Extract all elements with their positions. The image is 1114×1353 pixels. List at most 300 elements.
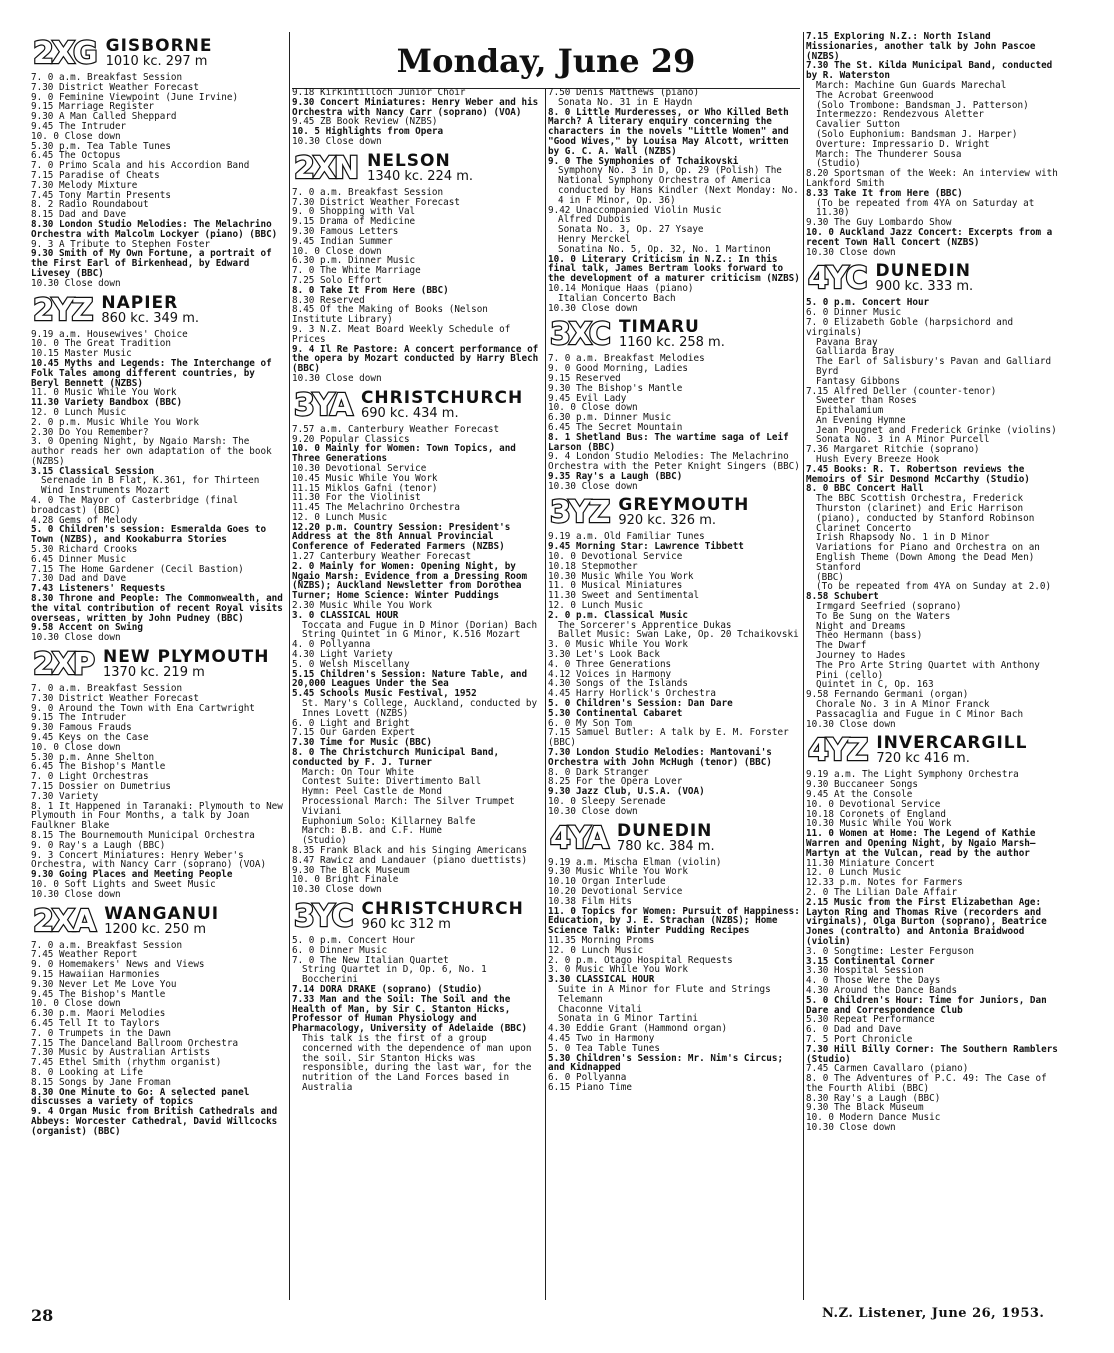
listing-entry: 7. 0 The New Italian Quartet [292, 954, 449, 966]
listing-entry: 4. 0 Three Generations [548, 658, 672, 670]
listing-entry: 10.30 Close down [806, 246, 896, 258]
listing-detail: The Dwarf [816, 640, 867, 652]
listing-entry: 7. 0 Elizabeth Goble (harpsichord and virginals) [806, 316, 1014, 338]
listing-entry: 4.30 Light Variety [292, 649, 393, 661]
listing-entry: 9. 4 Il Re Pastore: A concert performance of the opera by Mozart conducted by Harry Blech (BBC) [292, 343, 539, 375]
listing-detail: To Be Sung on the Waters [816, 610, 951, 622]
listing-entry: 9.30 Concert Miniatures: Henry Weber and his Orchestra with Nancy Carr (soprano) (VOA) [292, 96, 539, 118]
listing-entry: 8.58 Schubert [806, 591, 879, 603]
station-frequency: 720 kc 416 m. [876, 751, 970, 767]
listing-entry: 10.10 Organ Interlude [548, 876, 666, 888]
listing-entry: 7.45 Tony Martin Presents [31, 189, 171, 201]
listing-detail: St. Mary's College, Auckland, conducted by Innes Lovett (NZBS) [302, 698, 538, 719]
listing-detail: Quintet in C, Op. 163 [816, 679, 934, 691]
station-call-sign: 2YZ [33, 292, 92, 328]
listing-detail: Euphonium Solo: Killarney Balfe [302, 815, 476, 827]
column-3 [548, 88, 800, 1353]
listing-entry: 8. 0 BBC Concert Hall [806, 483, 924, 495]
listing-entry: 10. 0 Bright Finale [292, 874, 399, 886]
listing-detail: The BBC Scottish Orchestra, Frederick Thurston (clarinet) and Eric Harrison (piano), conducted by Stanford Robinson [816, 493, 1035, 524]
listing-detail: Irmgard Seefried (soprano) [816, 601, 962, 613]
station-header [292, 150, 542, 186]
listing-entry: 9.15 Drama of Medicine [292, 216, 416, 228]
station-name: TIMARU [618, 317, 700, 338]
listing-entry: 5. 0 Tea Table Tunes [548, 1042, 660, 1054]
listing-detail: Fantasy Gibbons [816, 375, 900, 387]
listing-entry: 8.45 Of the Making of Books (Nelson Institute Library) [292, 304, 488, 326]
listing-entry: 7.45 Carmen Cavallaro (piano) [806, 1063, 969, 1075]
listing-entry: 9.15 The Intruder [31, 712, 127, 724]
station-name: WANGANUI [104, 903, 220, 924]
listing-entry: 8. 0 Looking at Life [31, 1066, 143, 1078]
listing-entry: 3.30 Let's Look Back [548, 649, 660, 661]
listing-entry: 10.30 Close down [548, 302, 638, 314]
listing-entry: 9.30 Going Places and Meeting People [31, 869, 233, 881]
listing-detail: The Earl of Salisbury's Pavan and Galliard Byrd [816, 356, 1052, 377]
listing-detail: March: B.B. and C.F. Hume [302, 825, 442, 837]
listing-entry: 3. 0 CLASSICAL HOUR [292, 609, 399, 621]
listing-entry: 10.30 Close down [31, 277, 121, 289]
listing-entry: 6.30 p.m. Maori Melodies [31, 1008, 166, 1020]
station-header [31, 903, 286, 939]
listing-entry: 7.30 District Weather Forecast [31, 692, 199, 704]
listing-entry: 12. 0 Lunch Music [292, 511, 388, 523]
listing-entry: 8.33 Take It from Here (BBC) [806, 187, 963, 199]
listing-entry: 10. 0 Soft Lights and Sweet Music [31, 878, 216, 890]
listing-entry: 9.19 a.m. Mischa Elman (violin) [548, 856, 722, 868]
listing-entry: 5.30 Children's Session: Mr. Nim's Circus; and Kidnapped [548, 1052, 784, 1074]
listing-entry: 6.30 p.m. Dinner Music [292, 255, 416, 267]
listing-entry: 11.15 Miklos Gafni (tenor) [292, 482, 438, 494]
listing-entry: 4.45 Harry Horlick's Orchestra [548, 688, 716, 700]
station-frequency: 1160 kc. 258 m. [618, 335, 725, 351]
listing-entry: 4. 0 The Mayor of Casterbridge (final broadcast) (BBC) [31, 495, 239, 516]
listing-entry: 8. 0 Little Murderesses, or Who Killed Beth March? A literary enquiry concerning the characters in the novels "Little Women" and "Good Wives," by Louisa May Alcott, written by G. C. A. Wall (NZBS) [548, 106, 789, 157]
listing-entry: 5. 0 Children's Hour: Time for Juniors, Dan Dare and Correspondence Club [806, 994, 1047, 1016]
listing-entry: 6. 0 Dinner Music [806, 307, 902, 319]
listing-entry: 12. 0 Lunch Music [31, 406, 127, 418]
column-rule [803, 32, 804, 1300]
listing-entry: 10. 0 Devotional Service [548, 551, 683, 563]
listing-entry: 7. 0 a.m. Breakfast Session [31, 72, 183, 83]
listing-entry: 11.30 Sweet and Sentimental [548, 590, 700, 602]
listing-entry: 12. 0 Lunch Music [806, 867, 902, 879]
listing-entry: 11. 0 Musical Miniatures [548, 580, 683, 592]
station-header [292, 387, 542, 423]
station-name: NEW PLYMOUTH [103, 647, 270, 668]
listing-entry: 7.30 Melody Mixture [31, 179, 138, 191]
station-header [548, 495, 800, 531]
station-call-sign: 2XP [33, 647, 93, 683]
listing-entry: 7.15 Dossier on Dumetrius [31, 781, 171, 792]
listing-entry: 9. 0 Homemakers' News and Views [31, 959, 205, 971]
listing-entry: 10.20 Devotional Service [548, 885, 683, 897]
listing-entry: 7. 0 The White Marriage [292, 265, 421, 277]
listing-entry: 10.30 Close down [806, 1122, 896, 1134]
listing-entry: 12. 0 Lunch Music [548, 600, 644, 612]
listing-entry: 10. 0 The Great Tradition [31, 338, 171, 350]
listing-entry: 3.15 Continental Corner [806, 955, 935, 967]
listing-entry: 7. 5 Port Chronicle [806, 1033, 913, 1045]
listing-entry: 9. 4 London Studio Melodies: The Melachrino Orchestra with the Peter Knight Singers (BBC) [548, 451, 800, 473]
listing-entry: 9.30 The Black Museum [806, 1102, 924, 1114]
station-frequency: 780 kc. 384 m. [616, 838, 715, 854]
listing-entry: 9.19 a.m. The Light Symphony Orchestra [806, 769, 1019, 781]
listing-entry: 3.30 Hospital Session [806, 965, 924, 977]
listing-entry: 10.30 Close down [31, 632, 121, 644]
listing-detail: Chaconne Vitali [558, 1003, 642, 1015]
listing-entry: 7. 0 a.m. Breakfast Melodies [548, 353, 705, 365]
listing-entry: 2.30 Music While You Work [292, 600, 432, 612]
listing-entry: 11.45 The Melachrino Orchestra [292, 502, 460, 514]
listing-entry: 9.18 Kirkintilloch Junior Choir [292, 88, 466, 98]
station-header [292, 898, 542, 934]
listing-entry: 5.30 Repeat Performance [806, 1014, 935, 1026]
station-call-sign: 3YA [294, 387, 351, 423]
listing-entry: 9.45 The Intruder [31, 120, 127, 132]
listing-entry: 9. 3 A Tribute to Stephen Foster [31, 238, 211, 250]
listing-detail: Henry Merckel [558, 233, 631, 245]
listing-entry: 10.18 Stepmother [548, 560, 638, 572]
listing-entry: 7.43 Listeners' Requests [31, 583, 166, 595]
listing-entry: 7.33 Man and the Soil: The Soil and the Health of Man, by Sir C. Stanton Hicks, Professor of Human Physiology and Pharmacology, University of Adelaide (BBC) [292, 993, 528, 1035]
listing-entry: 6.45 The Secret Mountain [548, 421, 683, 433]
listing-entry: 8.25 For the Opera Lover [548, 776, 683, 788]
listing-detail: Suite in A Minor for Flute and Strings Telemann [558, 983, 771, 1005]
listing-entry: 5. 0 p.m. Concert Hour [292, 934, 416, 946]
listing-detail: (Studio) [302, 835, 347, 847]
station-call-sign: 4YA [550, 820, 607, 856]
listing-entry: 9. 0 Around the Town with Ena Cartwright [31, 702, 255, 714]
listing-entry: 9.45 Keys on the Case [31, 732, 149, 744]
listing-entry: 8. 1 Shetland Bus: The wartime saga of Leif Larson (BBC) [548, 431, 789, 453]
listing-entry: 5. 0 Children's session: Esmeralda Goes to Town (NZBS), and Kookaburra Stories [31, 524, 267, 546]
listing-detail: Symphony No. 3 in D, Op. 29 (Polish) The National Symphony Orchestra of America conducted by Hans Kindler (Next Monday: No. 4 in F Minor, Op. 36) [558, 165, 799, 206]
listing-detail: Overture: Impressario D. Wright [816, 138, 990, 150]
listing-entry: 4.45 Two in Harmony [548, 1032, 655, 1044]
listing-detail: March: Machine Gun Guards Marechal [816, 79, 1007, 91]
listing-entry: 8.30 Throne and People: The Commonwealth, and the vital contribution of recent Royal visits overseas, written by John Pudney (BBC) [31, 593, 283, 624]
listing-detail: Theo Hermann (bass) [816, 630, 923, 642]
listing-entry: 5.30 Richard Crooks [31, 544, 138, 556]
listing-entry: 11.30 Variety Bandbox (BBC) [31, 397, 183, 409]
station-frequency: 860 kc. 349 m. [101, 310, 199, 326]
listing-entry: 3.15 Classical Session [31, 465, 155, 477]
listing-entry: 6.45 Dinner Music [31, 553, 127, 565]
listing-entry: 8.30 Ray's a Laugh (BBC) [806, 1092, 941, 1104]
listing-entry: 9. 0 Good Morning, Ladies [548, 363, 688, 375]
listing-entry: 9.30 Buccaneer Songs [806, 779, 918, 791]
listing-entry: 6.30 p.m. Dinner Music [548, 412, 672, 424]
listing-detail: String Quintet in G Minor, K.516 Mozart [302, 629, 521, 641]
station-call-sign: 4YC [808, 261, 866, 297]
listing-entry: 11.35 Morning Proms [548, 934, 655, 946]
listing-entry: 4.30 Songs of the Islands [548, 678, 688, 690]
listing-entry: 10. 0 Devotional Service [806, 798, 941, 810]
station-frequency: 1200 kc. 250 m [104, 921, 206, 937]
listing-entry: 7.30 Time for Music (BBC) [292, 737, 432, 749]
listing-entry: 8. 2 Radio Roundabout [31, 199, 149, 211]
station-name: NAPIER [101, 292, 179, 313]
listing-entry: 7.50 Denis Matthews (piano) [548, 88, 700, 98]
listing-entry: 10. 0 Close down [31, 998, 121, 1010]
listing-entry: 7. 0 Trumpets in the Dawn [31, 1027, 171, 1039]
listing-entry: 9.15 Reserved [548, 372, 621, 384]
listing-entry: 2. 0 p.m. Classical Music [548, 609, 688, 621]
column-2 [292, 88, 542, 1353]
station-header [31, 647, 286, 683]
listing-entry: 7.57 a.m. Canterbury Weather Forecast [292, 423, 500, 435]
listing-entry: 2. 0 p.m. Otago Hospital Requests [548, 954, 733, 966]
station-frequency: 960 kc 312 m [361, 916, 451, 932]
listing-entry: 4. 0 Pollyanna [292, 639, 371, 651]
listing-entry: 10.45 Music While You Work [292, 472, 438, 484]
listing-entry: 4.12 Voices in Harmony [548, 668, 672, 680]
page-number: 28 [31, 1306, 54, 1325]
station-frequency: 690 kc. 434 m. [360, 405, 459, 421]
listing-entry: 5.15 Children's Session: Nature Table, and 20,000 Leagues Under the Sea [292, 668, 528, 690]
listing-entry: 4.30 Eddie Grant (Hammond organ) [548, 1023, 728, 1035]
listing-entry: 9. 0 The Symphonies of Tchaikovski [548, 155, 739, 167]
listing-entry: 9.45 At the Console [806, 788, 913, 800]
listing-entry: 8. 0 Take It From Here (BBC) [292, 284, 449, 296]
listing-entry: 2.15 Music from the First Elizabethan Age: Layton Ring and Thomas Rive (recorders and virginals), Olga Burton (soprano), Beatrice Jones (contralto) and Antonia Braidwood (violin) [806, 896, 1047, 947]
listing-entry: 9. 0 Shopping with Val [292, 206, 416, 218]
listing-entry: 7.30 Variety [31, 790, 99, 802]
listing-entry: 7.30 District Weather Forecast [31, 81, 199, 93]
station-header [31, 38, 286, 69]
listing-detail: Sonatina No. 5, Op. 32, No. 1 Martinon [558, 243, 771, 255]
listing-entry: 9.15 Marriage Register [31, 101, 155, 113]
listing-entry: 9.45 Evil Lady [548, 392, 627, 404]
listing-detail: Contest Suite: Divertimento Ball [302, 776, 482, 788]
listing-detail: Intermezzo: Rendezvous Aletter [816, 109, 984, 121]
listing-detail: Hush Every Breeze Hook [816, 454, 940, 466]
listing-entry: 1.27 Canterbury Weather Forecast [292, 551, 472, 563]
listing-entry: 11.30 Miniature Concert [806, 857, 935, 869]
listing-entry: 7. 0 a.m. Breakfast Session [292, 186, 444, 198]
listing-entry: 9.45 The Bishop's Mantle [31, 988, 166, 1000]
listing-entry: 7.30 The St. Kilda Municipal Band, conducted by R. Waterston [806, 60, 1053, 82]
listing-entry: 10.45 Myths and Legends: The Interchange of Folk Tales among different countries, by Beryl Bennett (NZBS) [31, 357, 272, 389]
listing-entry: 10.15 Master Music [31, 348, 132, 360]
listing-entry: 10.30 Close down [292, 135, 382, 147]
listing-detail: The Pro Arte String Quartet with Anthony Pini (cello) [816, 659, 1040, 681]
listing-entry: 10.30 Close down [292, 884, 382, 896]
listing-entry: 12.20 p.m. Country Session: President's Address at the 8th Annual Provincial Conference of Federated Farmers (NZBS) [292, 521, 511, 553]
listing-detail: March: The Thunderer Sousa [816, 148, 962, 160]
listing-entry: 9.30 The Guy Lombardo Show [806, 217, 952, 229]
listing-entry: 9.30 The Bishop's Mantle [548, 382, 683, 394]
listing-entry: 2. 0 p.m. Music While You Work [31, 416, 199, 428]
listing-detail: The Sorcerer's Apprentice Dukas [558, 619, 732, 631]
station-header [806, 261, 1060, 297]
listing-detail: Galliarda Bray [816, 346, 895, 358]
listing-entry: 9.30 Famous Letters [292, 225, 399, 237]
listing-entry: 12.33 p.m. Notes for Farmers [806, 877, 963, 889]
listing-detail: Clarinet Concerto [816, 522, 912, 534]
listing-entry: 11.30 For the Violinist [292, 492, 421, 504]
listing-entry: 9. 0 Feminine Viewpoint (June Irvine) [31, 91, 239, 103]
listing-detail: Variations for Piano and Orchestra on an English Theme (Down Among the Dead Men) Stanford [816, 542, 1040, 573]
page-date-heading: Monday, June 29 [396, 42, 696, 80]
listing-entry: 6.45 Tell It to Taylors [31, 1017, 160, 1029]
listing-detail: The Acrobat Greenwood [816, 89, 934, 101]
listing-entry: 10. 0 Sleepy Serenade [548, 796, 666, 807]
listing-entry: 10.30 Close down [806, 718, 896, 730]
listing-detail: Night and Dreams [816, 620, 906, 632]
listing-entry: 8.20 Sportsman of the Week: An interview with Lankford Smith [806, 168, 1058, 189]
listing-entry: 5. 0 Welsh Miscellany [292, 658, 410, 670]
listing-detail: Sonata No. 3 in A Minor Purcell [816, 434, 990, 446]
listing-entry: 4. 0 Those Were the Days [806, 975, 941, 987]
listing-entry: 7.15 The Danceland Ballroom Orchestra [31, 1037, 239, 1049]
listing-detail: String Quartet in D, Op. 6, No. 1 Boccherini [302, 964, 487, 986]
listing-entry: 9.30 A Man Called Sheppard [31, 111, 177, 123]
column-rule [545, 88, 546, 1300]
listing-entry: 9.30 Never Let Me Love You [31, 978, 177, 990]
column-4 [806, 32, 1060, 1297]
listing-entry: 7.30 Music by Australian Artists [31, 1047, 211, 1059]
listing-entry: 10.30 Devotional Service [292, 462, 427, 474]
listing-entry: 2. 0 The Lilian Dale Affair [806, 886, 958, 898]
listing-detail: (Solo Euphonium: Bandsman J. Harper) [816, 128, 1018, 140]
listing-entry: 7.36 Margaret Ritchie (soprano) [806, 444, 980, 456]
station-name: GREYMOUTH [618, 495, 750, 516]
listing-detail: (Solo Trombone: Bandsman J. Patterson) [816, 99, 1029, 111]
station-call-sign: 3YC [294, 898, 352, 934]
listing-entry: 9.19 a.m. Old Familiar Tunes [548, 531, 705, 543]
station-name: DUNEDIN [875, 261, 971, 282]
listing-entry: 7.15 Exploring N.Z.: North Island Missionaries, another talk by John Pascoe (NZBS) [806, 32, 1036, 62]
listing-entry: 5. 0 p.m. Concert Hour [806, 297, 930, 309]
listing-entry: 12. 0 Lunch Music [548, 944, 644, 956]
listing-entry: 10.38 Film Hits [548, 895, 632, 907]
listing-entry: 7. 0 a.m. Breakfast Session [31, 939, 183, 951]
listing-detail: Alfred Dubois [558, 214, 631, 226]
listing-entry: 4.30 Around the Dance Bands [806, 984, 958, 996]
listing-entry: 7.15 Our Garden Expert [292, 727, 416, 739]
listing-entry: 5.30 Continental Cabaret [548, 707, 683, 719]
listing-detail: Sonata No. 31 in E Haydn [558, 96, 693, 108]
listing-entry: 9. 0 Ray's a Laugh (BBC) [31, 839, 166, 851]
listing-entry: 9.45 Morning Star: Lawrence Tibbett [548, 541, 744, 553]
listing-detail: An Evening Hymne [816, 414, 906, 426]
listing-entry: 10.30 Music While You Work [806, 818, 952, 830]
listing-entry: 9.30 The Black Museum [292, 864, 410, 876]
listing-detail: Journey to Hades [816, 650, 906, 662]
listing-entry: 7.15 Alfred Deller (counter-tenor) [806, 385, 997, 397]
station-call-sign: 3XC [550, 317, 609, 353]
footer-credit: N.Z. Listener, June 26, 1953. [822, 1306, 1045, 1321]
listing-entry: 9.42 Unaccompanied Violin Music [548, 204, 722, 216]
listing-detail: (Studio) [816, 158, 861, 170]
listing-entry: 6. 0 Dad and Dave [806, 1024, 902, 1036]
station-name: GISBORNE [105, 36, 213, 56]
listing-entry: 8.15 Dad and Dave [31, 209, 127, 221]
listing-entry: 7.30 Dad and Dave [31, 573, 127, 585]
listing-detail: Sonata in G Minor Tartini [558, 1013, 698, 1025]
listing-entry: 9. 4 Organ Music from British Cathedrals and Abbeys: Worcester Cathedral, David Willcocks (organist) (BBC) [31, 1106, 278, 1137]
listing-entry: 9.30 Famous Frauds [31, 722, 132, 734]
listing-entry: 9.15 Hawaiian Harmonies [31, 968, 160, 980]
listing-entry: 8. 1 It Happened in Taranaki: Plymouth to New Plymouth in Four Months, a talk by Joan Faulkner Blake [31, 800, 283, 832]
listing-detail: Cavalier Sutton [816, 119, 900, 131]
listing-entry: 10.30 Close down [31, 888, 121, 900]
listing-entry: 3.30 CLASSICAL HOUR [548, 974, 655, 986]
listing-entry: 7. 0 Light Orchestras [31, 771, 149, 783]
listing-detail: Passacaglia and Fugue in C Minor Bach [816, 708, 1024, 720]
listing-entry: 6.45 The Bishop's Mantle [31, 761, 166, 773]
listing-detail: March: On Tour White [302, 766, 414, 778]
listing-entry: 7.30 Hill Billy Corner: The Southern Ramblers (Studio) [806, 1043, 1058, 1065]
listing-entry: 8.15 The Bournemouth Municipal Orchestra [31, 829, 255, 841]
listing-entry: 7.45 Ethel Smith (rhythm organist) [31, 1057, 222, 1069]
column-1 [31, 32, 286, 1297]
station-call-sign: 4YZ [808, 733, 867, 769]
listing-entry: 6.45 The Octopus [31, 150, 121, 162]
listing-detail: (To be repeated from 4YA on Saturday at 11.30) [816, 197, 1035, 219]
listing-entry: 7.14 DORA DRAKE (soprano) (Studio) [292, 983, 483, 995]
listing-entry: 7.15 Paradise of Cheats [31, 169, 160, 181]
listing-entry: 3. 0 Songtime: Lester Ferguson [806, 945, 974, 957]
listing-detail: (To be repeated from 4YA on Sunday at 2.0) [816, 581, 1052, 593]
listing-entry: 10. 0 Modern Dance Music [806, 1112, 941, 1124]
listing-detail: Serenade in B Flat, K.361, for Thirteen Wind Instruments Mozart [41, 475, 260, 497]
listing-entry: 9. 3 N.Z. Meat Board Weekly Schedule of Prices [292, 323, 511, 345]
listing-entry: 11. 0 Women at Home: The Legend of Kathie Warren and Opening Night, by Ngaio Marsh—Martyn at the Vulcan, read by the author [806, 828, 1036, 859]
listing-entry: 10. 0 Close down [31, 130, 121, 142]
listing-entry: 8. 0 The Adventures of P.C. 49: The Case of the Fourth Alibi (BBC) [806, 1073, 1047, 1094]
listing-entry: 6. 0 Pollyanna [548, 1072, 627, 1084]
listing-detail: Processional March: The Silver Trumpet Viviani [302, 796, 515, 817]
listing-detail: (BBC) [816, 571, 844, 583]
listing-entry: 3. 0 Music While You Work [548, 964, 688, 976]
listing-entry: 8.47 Rawicz and Landauer (piano duettists) [292, 854, 528, 866]
listing-entry: 8.30 Reserved [292, 294, 365, 306]
listing-detail: Hymn: Peel Castle de Mond [302, 786, 442, 798]
listing-entry: 5. 0 Children's Session: Dan Dare [548, 698, 733, 710]
listing-entry: 3. 0 Opening Night, by Ngaio Marsh: The author reads her own adaptation of the book (NZBS) [31, 436, 272, 467]
listing-entry: 7.45 Books: R. T. Robertson reviews the Memoirs of Sir Desmond McCarthy (Studio) [806, 463, 1030, 485]
station-call-sign: 3YZ [550, 495, 609, 531]
listing-entry: 11. 0 Topics for Women: Pursuit of Happiness: Education, by J. E. Strachan (NZBS); Home Science Talk: Winter Pudding Recipes [548, 905, 800, 937]
listing-detail: Irish Rhapsody No. 1 in D Minor [816, 532, 990, 544]
listing-entry: 7.25 Solo Effort [292, 274, 382, 286]
listing-entry: 9.45 Indian Summer [292, 235, 393, 247]
station-call-sign: 2XG [33, 36, 96, 71]
listing-entry: 9.58 Accent on Swing [31, 622, 143, 634]
listing-entry: 7.30 District Weather Forecast [292, 196, 460, 208]
listing-entry: 10. 0 Close down [31, 741, 121, 753]
listing-entry: 10.30 Close down [292, 372, 382, 384]
listing-detail: Sweeter than Roses [816, 395, 917, 407]
listing-entry: 9.45 ZB Book Review (NZBS) [292, 116, 438, 128]
listing-entry: 8. 0 The Christchurch Municipal Band, conducted by F. J. Turner [292, 747, 500, 768]
listing-entry: 10. 0 Mainly for Women: Town Topics, and Three Generations [292, 443, 516, 465]
station-call-sign: 2XA [33, 903, 95, 939]
listing-entry: 10. 5 Highlights from Opera [292, 126, 444, 138]
listing-entry: 8. 0 Dark Stranger [548, 766, 649, 778]
listing-entry: 2. 0 Mainly for Women: Opening Night, by Ngaio Marsh: Evidence from a Dressing Room (NZBS); Auckland Newsletter from Dorothea Turner; Home Science: Winter Puddings [292, 560, 528, 602]
station-frequency: 920 kc. 326 m. [618, 513, 716, 529]
listing-entry: 10.30 Close down [548, 805, 638, 817]
listing-detail: Sonata No. 3, Op. 27 Ysaye [558, 224, 704, 236]
listing-entry: 8.30 One Minute to Go: A selected panel discusses a variety of topics [31, 1086, 250, 1108]
listing-entry: 4.28 Gems of Melody [31, 514, 138, 526]
listing-entry: 9. 3 Concert Miniatures: Henry Weber's Orchestra, with Nancy Carr (soprano) (VOA) [31, 849, 267, 871]
listing-entry: 9.35 Ray's a Laugh (BBC) [548, 470, 683, 482]
